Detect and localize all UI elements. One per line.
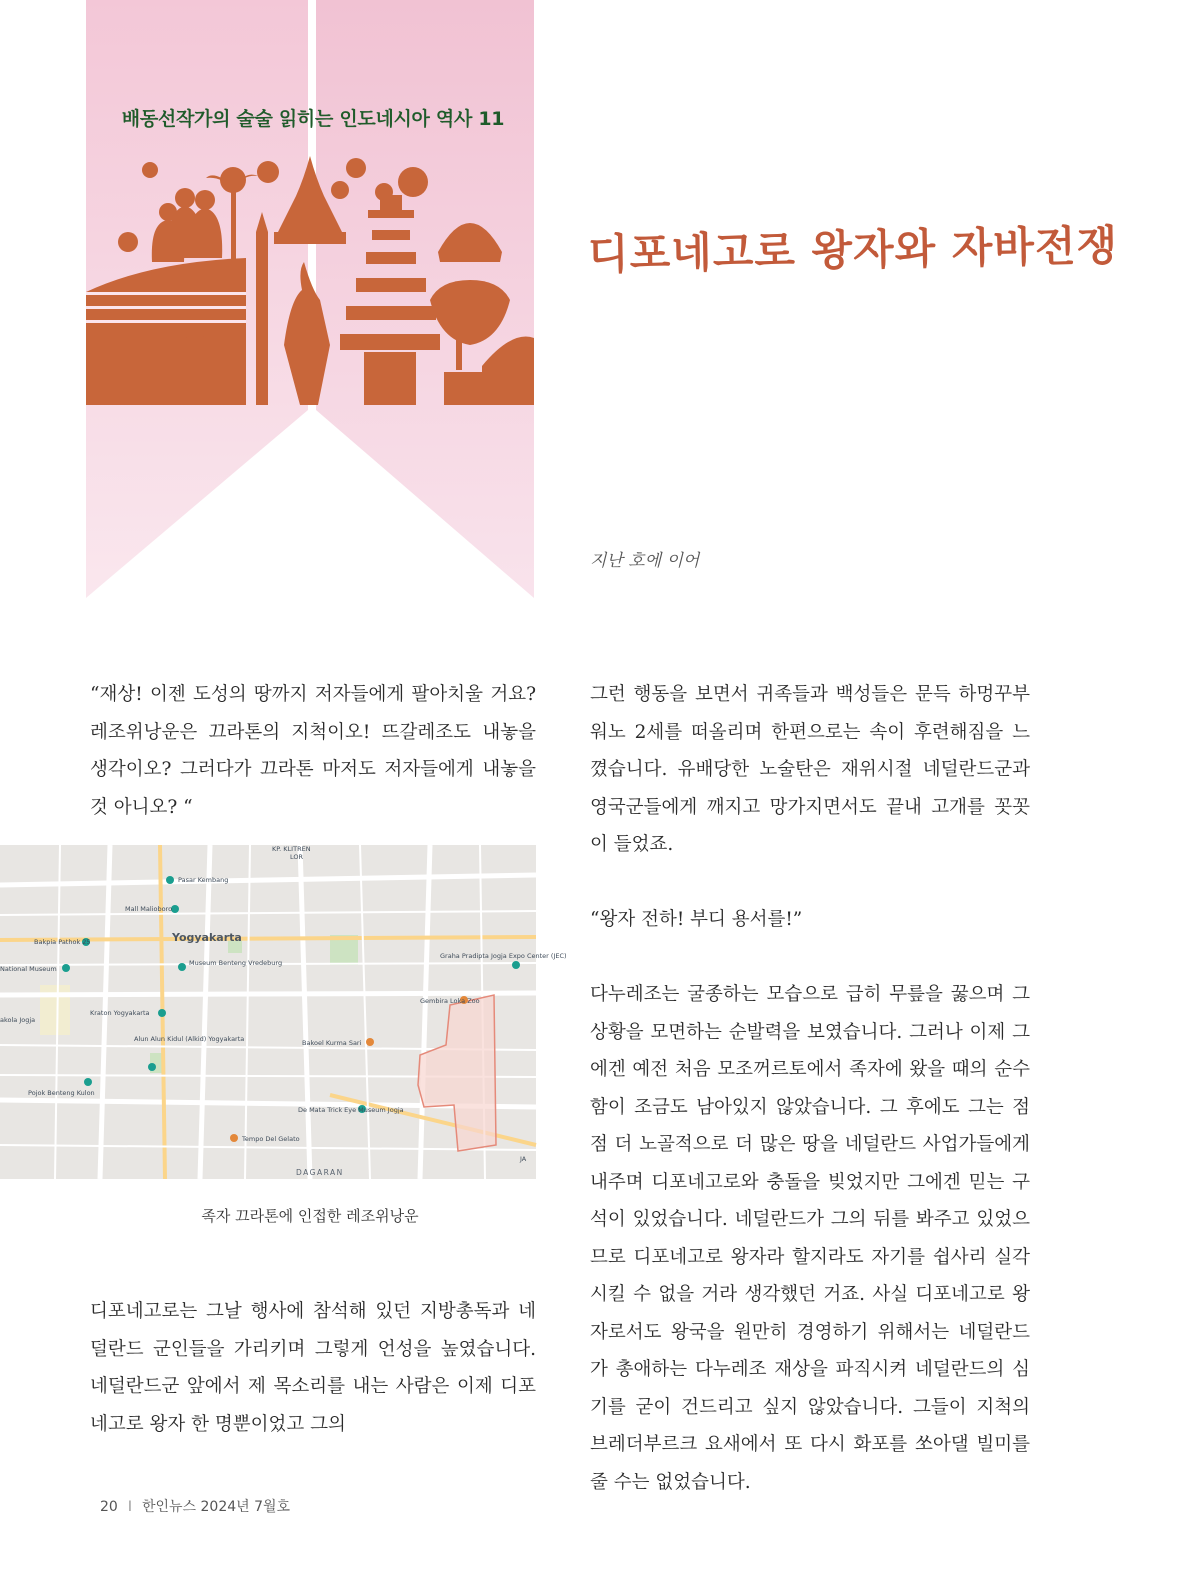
map-label: Pasar Kembang bbox=[178, 876, 229, 884]
left-column-body bbox=[90, 1293, 536, 1443]
series-title: 배동선작가의 술술 읽히는 인도네시아 역사 11 bbox=[121, 108, 505, 130]
page-number: 20 bbox=[100, 1499, 118, 1515]
page-footer bbox=[100, 1496, 290, 1516]
map-label: Tempo Del Gelato bbox=[242, 1135, 300, 1143]
map-label: Bakoel Kurma Sari bbox=[302, 1039, 362, 1047]
map-label: Graha Pradipta Jogja Expo Center (JEC) bbox=[440, 952, 567, 960]
map-label: National Museum bbox=[0, 965, 57, 973]
map-label: akola Jogja bbox=[0, 1016, 36, 1024]
map-district-label: DAGARAN bbox=[296, 1168, 344, 1177]
map-label: Museum Benteng Vredeburg bbox=[189, 959, 283, 967]
body-paragraph-3: 다누레조는 굴종하는 모습으로 급히 무릎을 꿇으며 그 상황을 모면하는 순발력을 보였습니다. 그러나 이제 그에겐 예전 처음 모조꺼르토에서 족자에 왔을 때의 순수함이 조금도 남아있지 않았습니다. 그 후에도 그는 점점 더 노골적으로 더 많은 땅을 네덜란드 사업가들에게 내주며 디포네고로와 충돌을 빚었지만 그에겐 믿는 구석이 있었습니다. 네덜란드가 그의 뒤를 봐주고 있었으므로 디포네고로 왕자라 할지라도 자기를 쉽사리 실각시킬 수 없을 거라 생각했던 거죠. 사실 디포네고로 왕자로서도 왕국을 원만히 경영하기 위해서는 네덜란드가 총애하는 다누레조 재상을 파직시켜 네덜란드의 심기를 굳이 건드리고 싶지 않았습니다. 그들이 지척의 브레더부르크 요새에서 또 다시 화포를 쏘아댈 빌미를 줄 수는 없었습니다. bbox=[590, 984, 1030, 1493]
header-ribbon bbox=[0, 0, 1182, 620]
footer-separator: I bbox=[127, 1499, 132, 1515]
continued-note: 지난 호에 이어 bbox=[590, 551, 700, 571]
map-label: Gembira Loka Zoo bbox=[420, 997, 480, 1005]
map-label: KP. KLITREN bbox=[272, 845, 311, 853]
body-paragraph: 디포네고로는 그날 행사에 참석해 있던 지방총독과 네덜란드 군인들을 가리키며 그렇게 언성을 높였습니다. 네덜란드군 앞에서 제 목소리를 내는 사람은 이제 디포네고로 왕자 한 명뿐이었고 그의 bbox=[90, 1301, 536, 1435]
publication-name: 한인뉴스 2024년 7월호 bbox=[141, 1499, 291, 1515]
map-label: De Mata Trick Eye Museum Jogja bbox=[298, 1106, 404, 1114]
map-label: Alun Alun Kidul (Alkid) Yogyakarta bbox=[134, 1035, 245, 1043]
yogyakarta-map bbox=[0, 845, 567, 1179]
map-label: JA bbox=[520, 1155, 527, 1163]
body-paragraph-1: 그런 행동을 보면서 귀족들과 백성들은 문득 하멍꾸부워노 2세를 떠올리며 한편으로는 속이 후련해짐을 느꼈습니다. 유배당한 노술탄은 재위시절 네덜란드군과 영국군들에게 깨지고 망가지면서도 끝내 고개를 꼿꼿이 들었죠. bbox=[590, 684, 1030, 855]
quote-paragraph-2: “왕자 전하! 부디 용서를!” bbox=[590, 909, 803, 930]
map-label: Pojok Benteng Kulon bbox=[28, 1089, 95, 1097]
right-column bbox=[590, 676, 1030, 1501]
map-label: Mall Malioboro bbox=[125, 905, 173, 913]
left-column-quote bbox=[90, 676, 536, 826]
map-caption: 족자 끄라톤에 인접한 레조위낭운 bbox=[201, 1207, 419, 1225]
map-label: LOR bbox=[290, 853, 304, 861]
article-title: 디포네고로 왕자와 자바전쟁 bbox=[587, 220, 1119, 279]
map-label: Bakpia Pathok 25 bbox=[34, 938, 91, 946]
map-label: Kraton Yogyakarta bbox=[90, 1009, 150, 1017]
map-city-label: Yogyakarta bbox=[172, 931, 242, 944]
quote-paragraph: “재상! 이젠 도성의 땅까지 저자들에게 팔아치울 거요? 레조위낭운은 끄라톤의 지척이오! 뜨갈레조도 내놓을 생각이오? 그러다가 끄라톤 마저도 저자들에게 내놓을 것 아니오? “ bbox=[90, 684, 536, 818]
